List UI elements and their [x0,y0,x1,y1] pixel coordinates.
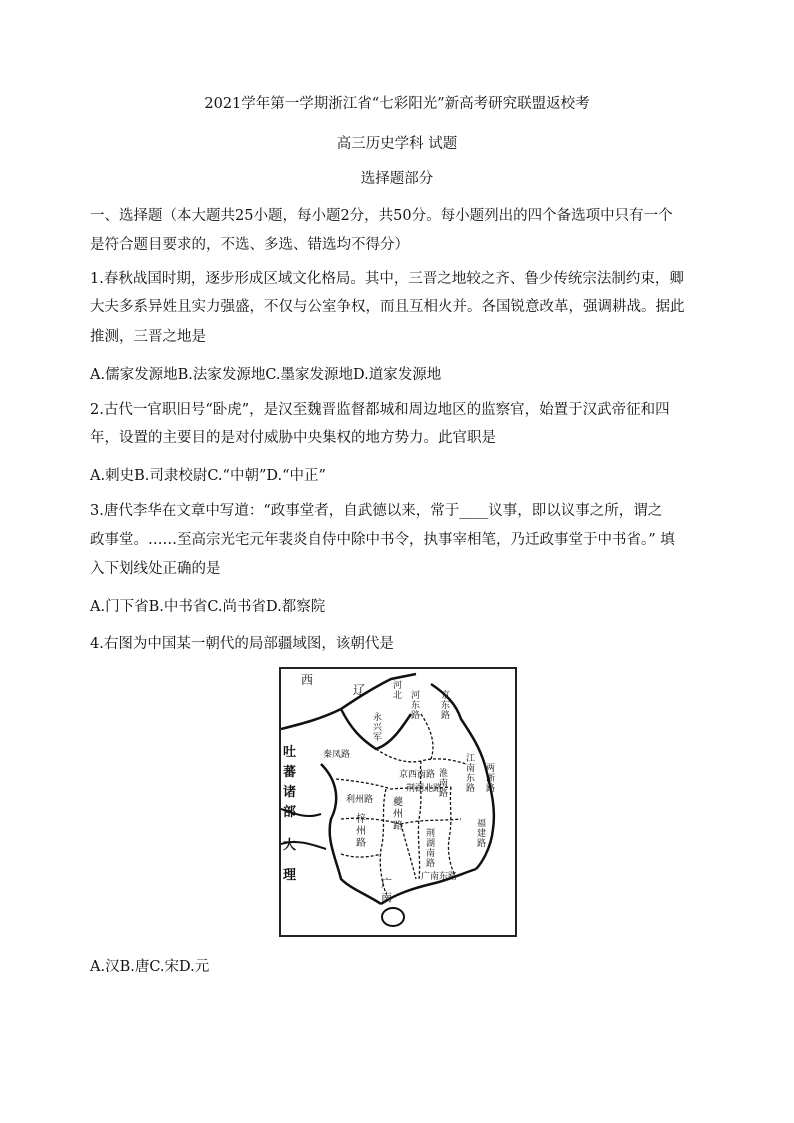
map-label: 夔州路 [393,797,403,832]
question-text: 入下划线处正确的是 [90,561,221,577]
map-label: 利州路 [346,795,374,805]
question-text: 3.唐代李华在文章中写道：“政事堂者，自武德以来，常于____议事，即以议事之所，谓之 [90,503,663,519]
map-label: 秦凤路 [323,750,351,760]
map-label: 吐 [283,745,297,760]
question-options: A.门下省B.中书省C.尚书省D.都察院 [90,599,326,615]
map-label: 荆湖南路 [426,829,436,869]
map-label: 诸 [283,785,297,800]
question-options: A.刺史B.司隶校尉C.“中朝”D.“中正” [90,468,326,484]
hainan-island [382,908,404,926]
instruction-line: 是符合题目要求的，不选、多选、错选均不得分） [90,237,409,253]
exam-subtitle: 高三历史学科 试题 [336,136,458,152]
map-label: 部 [283,805,297,820]
question-text: 年，设置的主要目的是对付威胁中央集权的地方势力。此官职是 [90,430,496,446]
map-label: 淮南路 [439,769,449,799]
exam-title: 2021学年第一学期浙江省“七彩阳光”新高考研究联盟返校考 [204,96,590,112]
question-text: 2.古代一官职旧号“卧虎”，是汉至魏晋监督都城和周边地区的监察官，始置于汉武帝征和四 [90,402,670,418]
map-label: 广南 [381,877,392,904]
map-label: 梓州路 [356,814,366,849]
map-label: 两浙路 [486,764,496,794]
map-label: 河北 [393,681,403,701]
map-label: 大 [283,838,297,853]
question-options: A.汉B.唐C.宋D.元 [90,959,210,975]
map-label: 蕃 [283,765,297,780]
map-label: 荆湖北路 [406,784,443,794]
map-label: 江南东路 [466,754,476,794]
section-title: 选择题部分 [360,171,434,187]
map-label: 福建路 [477,819,487,849]
map-label: 永兴军 [373,713,383,743]
instruction-line: 一、选择题（本大题共25小题，每小题2分，共50分。每小题列出的四个备选项中只有一个 [90,208,673,224]
question-text: 推测，三晋之地是 [90,329,206,345]
map-label: 河东路 [411,691,421,721]
western-border [321,764,381,904]
question-options: A.儒家发源地B.法家发源地C.墨家发源地D.道家发源地 [90,367,442,383]
territory-map [279,667,517,937]
map-label: 辽 [353,683,366,697]
map-label: 理 [283,868,297,883]
question-text: 政事堂。……至高宗光宅元年裴炎自侍中除中书令，执事宰相笔，乃迁政事堂于中书省。” 填 [90,532,675,548]
map-label: 广南东路 [421,872,458,882]
map-label: 京东路 [441,691,451,721]
map-label: 京西南路 [399,770,436,780]
question-text: 4.右图为中国某一朝代的局部疆域图，该朝代是 [90,636,394,652]
question-text: 大夫多系异姓且实力强盛，不仅与公室争权，而且互相火并。各国锐意改革，强调耕战。据此 [90,299,685,315]
map-label: 西 [301,673,314,687]
question-text: 1.春秋战国时期，逐步形成区域文化格局。其中，三晋之地较之齐、鲁少传统宗法制约束，卿 [90,271,684,287]
